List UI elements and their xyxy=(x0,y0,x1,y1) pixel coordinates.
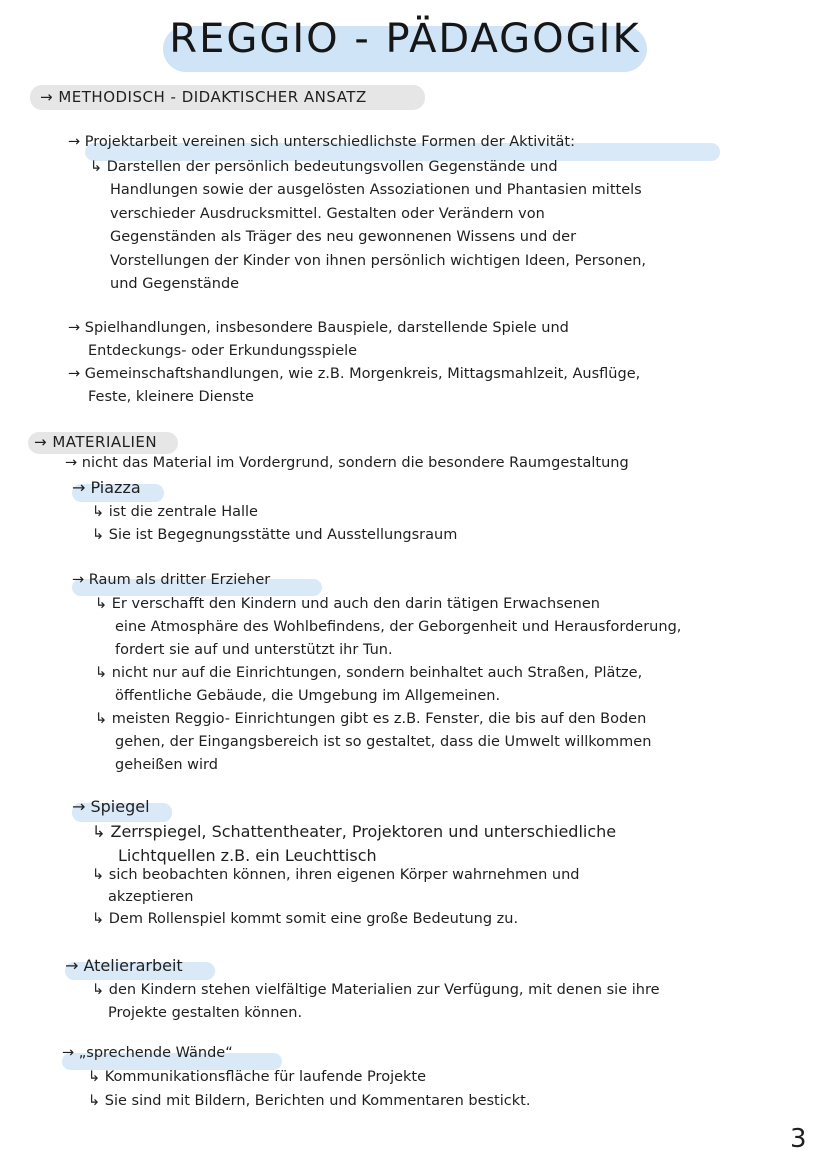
text-line: akzeptieren xyxy=(108,889,194,905)
text-line: eine Atmosphäre des Wohlbefindens, der Geborgenheit und Herausforderung, xyxy=(115,619,682,635)
projektarbeit-line: → Projektarbeit vereinen sich unterschiedlichste Formen der Aktivität: xyxy=(68,134,575,150)
text-line: öffentliche Gebäude, die Umgebung im Allgemeinen. xyxy=(115,688,501,704)
text-line: gehen, der Eingangsbereich ist so gestaltet, dass die Umwelt willkommen xyxy=(115,734,652,750)
text-line: verschieder Ausdrucksmittel. Gestalten oder Verändern von xyxy=(110,206,545,222)
text-line: geheißen wird xyxy=(115,757,218,773)
text-line: ↳ den Kindern stehen vielfältige Materialien zur Verfügung, mit denen sie ihre xyxy=(92,982,660,998)
raum-heading: → Raum als dritter Erzieher xyxy=(72,572,271,588)
spiel-line: → Spielhandlungen, insbesondere Bauspiele, darstellende Spiele und xyxy=(68,320,569,336)
text-line: und Gegenstände xyxy=(110,276,240,292)
section-heading-materialien: → MATERIALIEN xyxy=(34,433,158,451)
spiel-line-2: Entdeckungs- oder Erkundungsspiele xyxy=(88,343,358,359)
text-line: Handlungen sowie der ausgelösten Assoziationen und Phantasien mittels xyxy=(110,182,642,198)
materialien-intro: → nicht das Material im Vordergrund, sondern die besondere Raumgestaltung xyxy=(65,455,629,471)
text-line: ↳ sich beobachten können, ihren eigenen Körper wahrnehmen und xyxy=(92,867,580,883)
text-line: ↳ Dem Rollenspiel kommt somit eine große Bedeutung zu. xyxy=(92,911,519,927)
text-line: Gegenständen als Träger des neu gewonnenen Wissens und der xyxy=(110,229,577,245)
gemeinschaft-line: → Gemeinschaftshandlungen, wie z.B. Morgenkreis, Mittagsmahlzeit, Ausflüge, xyxy=(68,366,641,382)
text-line: ↳ Darstellen der persönlich bedeutungsvollen Gegenstände und xyxy=(90,159,558,175)
text-line: ↳ nicht nur auf die Einrichtungen, sondern beinhaltet auch Straßen, Plätze, xyxy=(95,665,643,681)
text-line: ↳ Sie ist Begegnungsstätte und Ausstellungsraum xyxy=(92,527,458,543)
atelier-heading: → Atelierarbeit xyxy=(65,956,183,975)
piazza-heading: → Piazza xyxy=(72,478,141,497)
spiegel-heading: → Spiegel xyxy=(72,797,150,816)
text-line: Vorstellungen der Kinder von ihnen persönlich wichtigen Ideen, Personen, xyxy=(110,253,647,269)
page-title: REGGIO - PÄDAGOGIK xyxy=(169,16,641,62)
text-line: Lichtquellen z.B. ein Leuchttisch xyxy=(118,846,377,865)
gemeinschaft-line-2: Feste, kleinere Dienste xyxy=(88,389,254,405)
text-line: ↳ Er verschafft den Kindern und auch den darin tätigen Erwachsenen xyxy=(95,596,600,612)
text-line: ↳ Zerrspiegel, Schattentheater, Projektoren und unterschiedliche xyxy=(92,822,617,841)
section-heading-methodisch: → METHODISCH - DIDAKTISCHER ANSATZ xyxy=(40,88,367,106)
page-number: 3 xyxy=(790,1124,807,1154)
text-line: ↳ Kommunikationsfläche für laufende Projekte xyxy=(88,1069,427,1085)
text-line: ↳ ist die zentrale Halle xyxy=(92,504,258,520)
text-line: Projekte gestalten können. xyxy=(108,1005,303,1021)
text-line: ↳ meisten Reggio- Einrichtungen gibt es z.B. Fenster, die bis auf den Boden xyxy=(95,711,647,727)
text-line: ↳ Sie sind mit Bildern, Berichten und Kommentaren bestickt. xyxy=(88,1093,531,1109)
waende-heading: → „sprechende Wände“ xyxy=(62,1045,233,1061)
text-line: fordert sie auf und unterstützt ihr Tun. xyxy=(115,642,393,658)
